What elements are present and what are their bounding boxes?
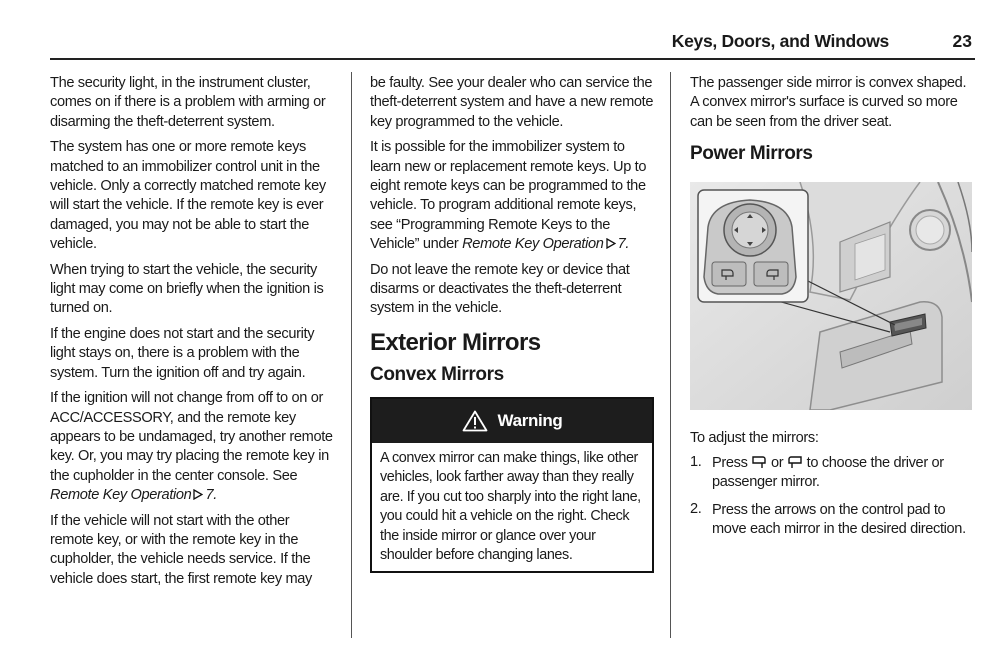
page-reference-arrow-icon <box>193 489 203 500</box>
heading-exterior-mirrors: Exterior Mirrors <box>370 328 541 356</box>
step-text: Press <box>712 455 752 472</box>
step-text: to choose the driver or passenger mirror. <box>712 455 944 491</box>
reference-page[interactable]: 7 <box>617 236 626 253</box>
cross-reference-link[interactable]: Remote Key Operation <box>50 487 192 504</box>
list-item <box>690 454 977 493</box>
page-header <box>50 26 975 60</box>
left-mirror-icon <box>751 455 767 469</box>
step-number: 1. <box>690 454 702 471</box>
column-divider <box>351 72 352 638</box>
paragraph: The passenger side mirror is convex shaped. A convex mirror's surface is curved so more can be seen from the driver seat. <box>690 75 967 130</box>
column-1 <box>50 74 335 595</box>
warning-title: Warning <box>497 411 563 431</box>
paragraph: If the ignition will not change from off to on or ACC/ACCESSORY, and the remote key appears to be undamaged, try another remote key. Or, you may try placing the remote key in the cupholder in the center console. See Remote Key Operation 7. <box>50 390 333 504</box>
right-mirror-icon <box>787 455 803 469</box>
paragraph: If the vehicle will not start with the other remote key, or with the remote key in the cupholder, the vehicle needs service. If the vehicle does start, the first remote key may <box>50 512 312 587</box>
column-3 <box>690 74 977 548</box>
paragraph: The security light, in the instrument cluster, comes on if there is a problem with arming or disarming the theft-deterrent system. <box>50 75 326 130</box>
paragraph: It is possible for the immobilizer system to learn new or replacement remote keys. Up to eight remote keys can be programmed to the vehicle. To program additional remote keys, see “Programming Remote Keys to the Vehicle” under Remote Key Operation 7. <box>370 139 647 253</box>
column-divider <box>670 72 671 638</box>
page-reference-arrow-icon <box>606 238 616 249</box>
warning-triangle-icon <box>462 410 488 432</box>
warning-box <box>370 397 654 573</box>
section-title: Keys, Doors, and Windows <box>671 31 889 51</box>
paragraph-text: It is possible for the immobilizer system to learn new or replacement remote keys. Up to eight remote keys can be programmed to the vehicle. To program additional remote keys, see “Programming Remote Keys to the Vehicle” under <box>370 139 647 253</box>
heading-convex-mirrors: Convex Mirrors <box>370 363 504 385</box>
paragraph: To adjust the mirrors: <box>690 429 819 446</box>
list-item <box>690 501 977 540</box>
header-rule <box>50 58 975 60</box>
paragraph-text: If the ignition will not change from off to on or ACC/ACCESSORY, and the remote key appears to be undamaged, try another remote key. Or, you may try placing the remote key in the cupholder in the center console. See <box>50 390 333 484</box>
step-text: Press the arrows on the control pad to move each mirror in the desired direction. <box>712 501 966 538</box>
steps-list <box>690 454 977 540</box>
paragraph: Do not leave the remote key or device that disarms or deactivates the theft-deterrent system in the vehicle. <box>370 261 630 317</box>
reference-page[interactable]: 7 <box>205 487 214 504</box>
warning-header <box>372 399 652 443</box>
paragraph: If the engine does not start and the security light stays on, there is a problem with the system. Turn the ignition off and try again. <box>50 325 315 381</box>
page-number: 23 <box>952 31 972 51</box>
step-number: 2. <box>690 500 702 517</box>
warning-text: A convex mirror can make things, like other vehicles, look farther away than they really are. If you cut too sharply into the right lane, you could hit a vehicle on the right. Check the inside mirror or glance over your shoulder before changing lanes. <box>380 449 641 563</box>
paragraph: When trying to start the vehicle, the security light may come on briefly when the ignition is turned on. <box>50 261 324 317</box>
step-text: or <box>767 455 787 472</box>
power-mirror-control-illustration <box>690 182 972 410</box>
cross-reference-link[interactable]: Remote Key Operation <box>462 236 604 253</box>
paragraph: be faulty. See your dealer who can service the theft-deterrent system and have a new remote key programmed to the vehicle. <box>370 75 654 130</box>
paragraph: The system has one or more remote keys matched to an immobilizer control unit in the vehicle. Only a correctly matched remote key will start the vehicle. If the remote key is ever damaged, you may not be able to start the vehicle. <box>50 139 326 253</box>
column-2 <box>370 74 657 573</box>
heading-power-mirrors: Power Mirrors <box>690 143 813 165</box>
